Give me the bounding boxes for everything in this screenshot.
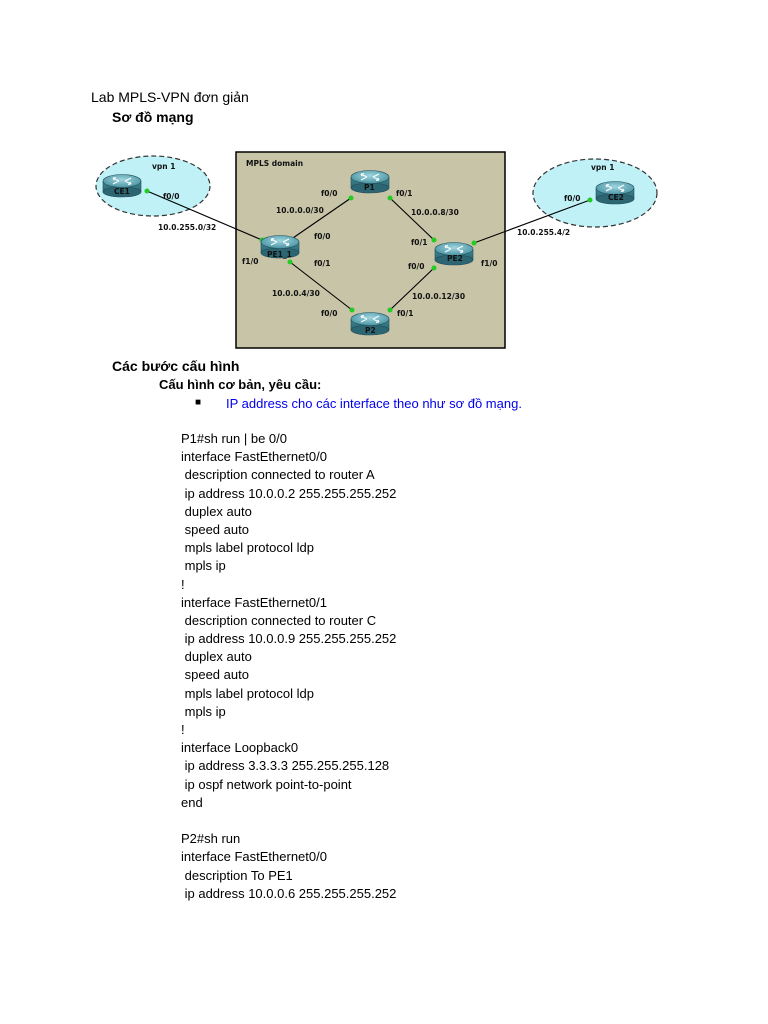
- vpn-left-label: vpn 1: [152, 162, 176, 171]
- iface-pe2-f00: f0/0: [408, 262, 425, 271]
- config-line: speed auto: [181, 521, 249, 537]
- router-ce2-label: CE2: [608, 193, 624, 202]
- vpn-right-label: vpn 1: [591, 163, 615, 172]
- iface-pe1-f01: f0/1: [314, 259, 331, 268]
- config-line: mpls label protocol ldp: [181, 685, 314, 701]
- subnet-p1-pe2: 10.0.0.8/30: [411, 208, 459, 217]
- section-heading-network-diagram: Sơ đồ mạng: [112, 109, 194, 125]
- subsection-basic-config: Cấu hình cơ bản, yêu cầu:: [159, 377, 322, 392]
- config-line: ip ospf network point-to-point: [181, 776, 352, 792]
- router-p1-label: P1: [364, 183, 375, 192]
- config-line: ip address 10.0.0.9 255.255.255.252: [181, 631, 397, 647]
- iface-p2-f01: f0/1: [397, 309, 414, 318]
- router-ce1-label: CE1: [114, 187, 130, 196]
- config-line: interface FastEthernet0/0: [181, 849, 327, 865]
- bullet-marker: ■: [195, 397, 202, 408]
- config-line: ip address 10.0.0.6 255.255.255.252: [181, 885, 397, 901]
- config-listing: [181, 430, 396, 903]
- config-line: duplex auto: [181, 649, 252, 665]
- config-line: !: [181, 576, 185, 592]
- iface-ce1-f00: f0/0: [163, 192, 180, 201]
- iface-ce2-f00: f0/0: [564, 194, 581, 203]
- config-line: mpls ip: [181, 558, 226, 574]
- config-line: !: [181, 722, 185, 737]
- config-line: interface Loopback0: [181, 740, 299, 756]
- config-line: [181, 812, 396, 830]
- subnet-pe1-p2: 10.0.0.4/30: [272, 289, 320, 298]
- config-line: end: [181, 794, 203, 810]
- iface-p1-f01: f0/1: [396, 189, 413, 198]
- iface-pe2-f10: f1/0: [481, 259, 498, 268]
- config-line: P1#sh run | be 0/0: [181, 431, 288, 446]
- config-line: interface FastEthernet0/0: [181, 449, 327, 465]
- iface-pe1-f10: f1/0: [242, 257, 259, 266]
- subnet-p2-pe2: 10.0.0.12/30: [412, 292, 466, 301]
- subnet-pe1-p1: 10.0.0.0/30: [276, 206, 324, 215]
- config-line: description To PE1: [181, 867, 293, 883]
- section-heading-config-steps: Các bước cấu hình: [112, 358, 240, 374]
- config-line: description connected to router C: [181, 612, 377, 628]
- config-line: duplex auto: [181, 503, 252, 519]
- iface-pe1-f00: f0/0: [314, 232, 331, 241]
- iface-pe2-f01: f0/1: [411, 238, 428, 247]
- document-title: Lab MPLS-VPN đơn giản: [91, 89, 249, 105]
- config-line: ip address 3.3.3.3 255.255.255.128: [181, 758, 390, 774]
- subnet-pe2-ce2: 10.0.255.4/2: [517, 228, 571, 237]
- subnet-ce1-pe1: 10.0.255.0/32: [158, 223, 217, 232]
- router-pe1-label: PE1_1: [267, 250, 292, 259]
- config-line: P2#sh run: [181, 831, 241, 847]
- iface-p1-f00: f0/0: [321, 189, 338, 198]
- config-line: speed auto: [181, 667, 249, 683]
- bullet-ip-address: IP address cho các interface theo như sơ đồ mạng.: [226, 396, 522, 411]
- config-line: interface FastEthernet0/1: [181, 594, 327, 610]
- iface-p2-f00: f0/0: [321, 309, 338, 318]
- router-p2-label: P2: [365, 326, 376, 335]
- config-line: description connected to router A: [181, 467, 375, 483]
- mpls-domain-label: MPLS domain: [246, 159, 304, 168]
- config-line: mpls ip: [181, 703, 226, 719]
- config-line: ip address 10.0.0.2 255.255.255.252: [181, 485, 397, 501]
- router-pe2-label: PE2: [447, 254, 463, 263]
- config-line: mpls label protocol ldp: [181, 540, 314, 556]
